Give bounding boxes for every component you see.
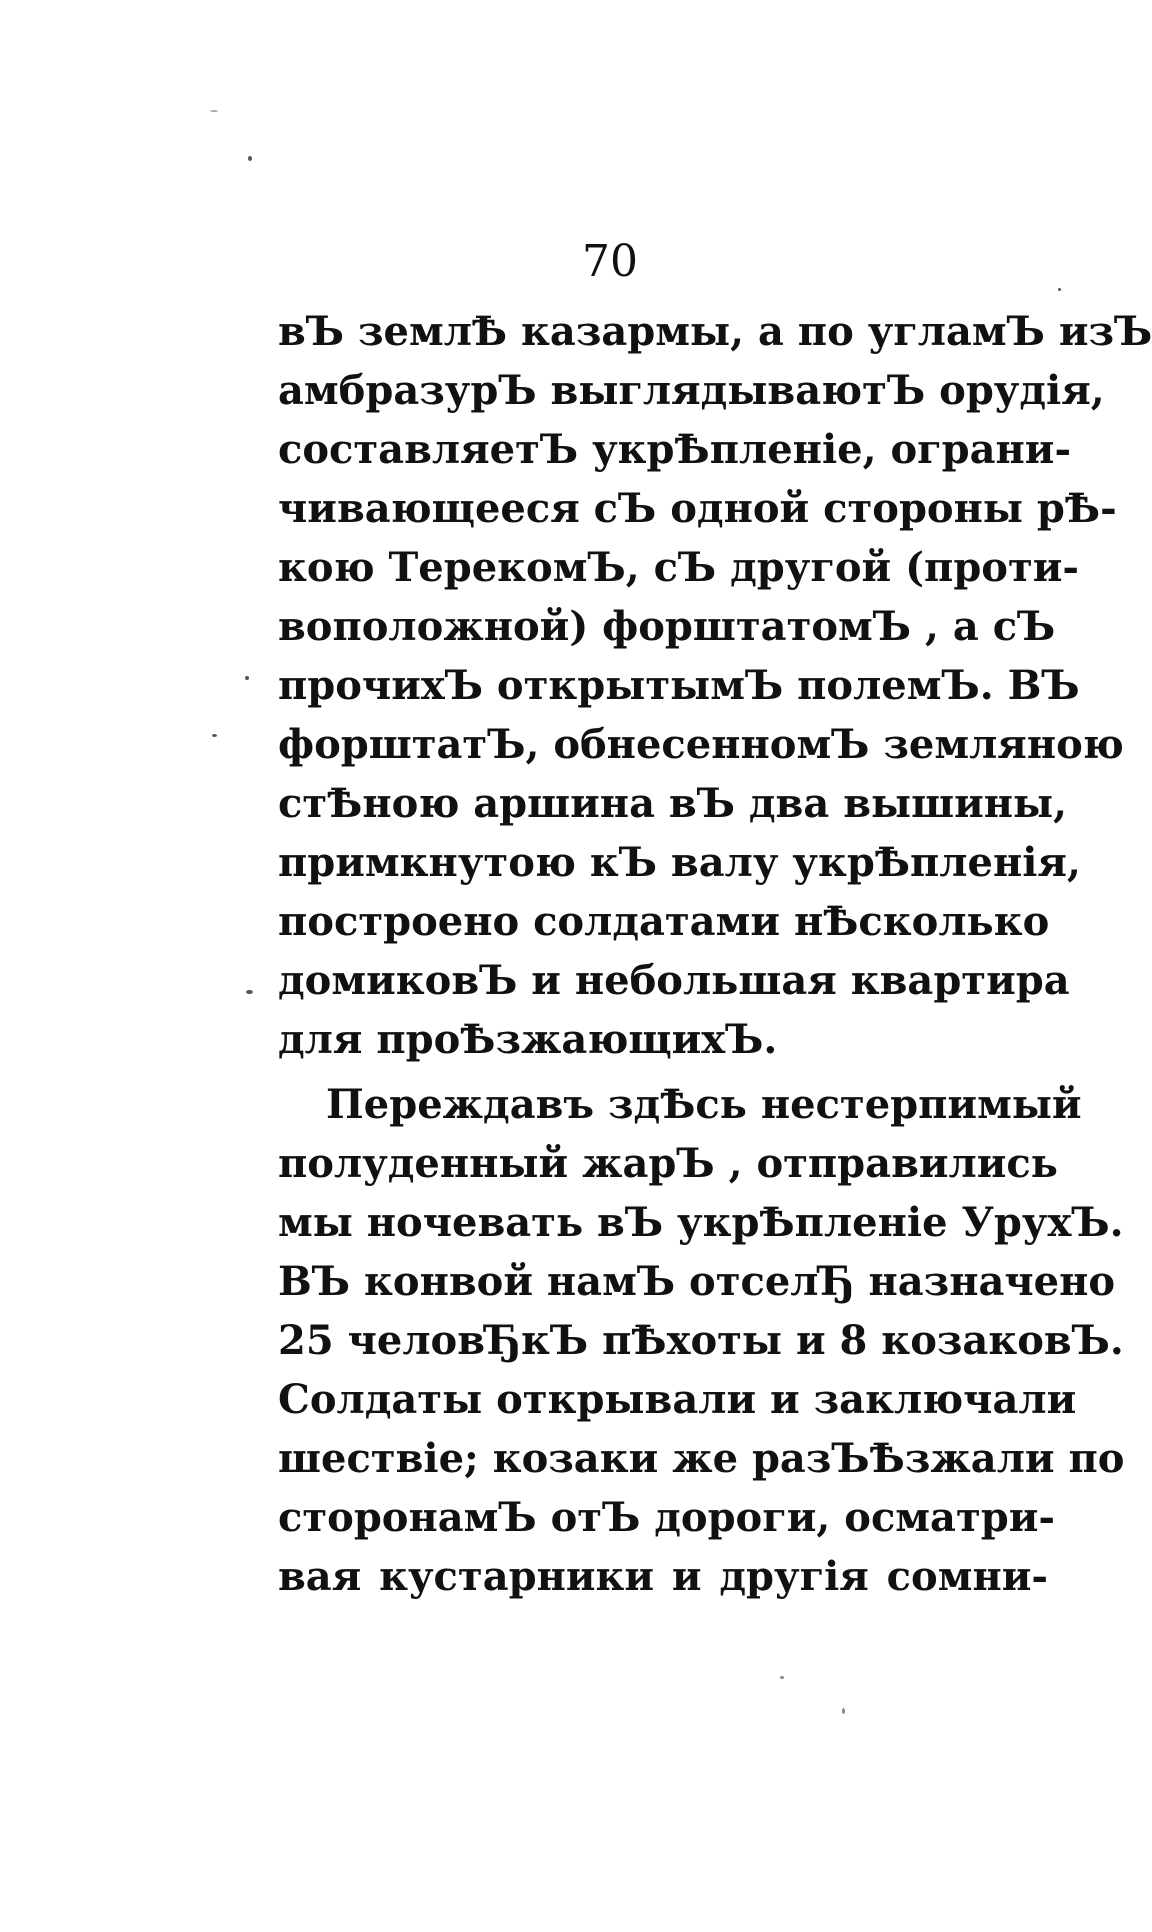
text-line: для проѢзжающихЪ. — [278, 1016, 778, 1063]
text-line: примкнутою кЪ валу укрѢпленія, — [278, 839, 1081, 886]
scan-speck — [212, 734, 217, 737]
text-line: построено солдатами нѢсколько — [278, 898, 1050, 945]
page-number: 70 — [582, 236, 638, 287]
text-line: ВЪ конвой намЪ отселЂ назначено — [278, 1258, 1116, 1305]
paragraph-1 — [278, 302, 1152, 1069]
text-line: чивающееся сЪ одной стороны рѢ- — [278, 485, 1117, 532]
text-line: мы ночевать вЪ укрѢпленіе УрухЪ. — [278, 1199, 1124, 1246]
scan-speck — [245, 676, 249, 680]
text-line: вЪ землѢ казармы, а по угламЪ изЪ — [278, 308, 1152, 355]
text-line: Солдаты открывали и заключали — [278, 1376, 1077, 1423]
scan-speck — [780, 1676, 784, 1679]
text-line: Переждавъ здѢсь нестерпимый — [326, 1081, 1082, 1128]
paragraph-2 — [278, 1075, 1125, 1606]
text-line: составляетЪ укрѢпленіе, ограни- — [278, 426, 1072, 473]
text-line: воположной) форштатомЪ , а сЪ — [278, 603, 1056, 650]
text-line: стѢною аршина вЪ два вышины, — [278, 780, 1068, 827]
scan-speck — [842, 1708, 845, 1714]
text-line: домиковЪ и небольшая квартира — [278, 957, 1070, 1004]
text-line: вая кустарники и другія сомни- — [278, 1553, 1048, 1600]
text-line: полуденный жарЪ , отправились — [278, 1140, 1058, 1187]
scan-speck — [248, 156, 252, 161]
scan-speck — [210, 110, 218, 112]
text-line: 25 человЂкЪ пѢхоты и 8 козаковЪ. — [278, 1317, 1124, 1364]
body-text — [278, 302, 1152, 1606]
text-line: амбразурЪ выглядываютЪ орудія, — [278, 367, 1105, 414]
text-line: кою ТерекомЪ, сЪ другой (проти- — [278, 544, 1080, 591]
text-line: форштатЪ, обнесенномЪ земляною — [278, 721, 1124, 768]
text-line: прочихЪ открытымЪ полемЪ. ВЪ — [278, 662, 1080, 709]
scan-speck — [246, 990, 253, 994]
scan-speck — [1058, 288, 1061, 291]
text-line: сторонамЪ отЪ дороги, осматри- — [278, 1494, 1055, 1541]
text-line: шествіе; козаки же разЪѢзжали по — [278, 1435, 1125, 1482]
